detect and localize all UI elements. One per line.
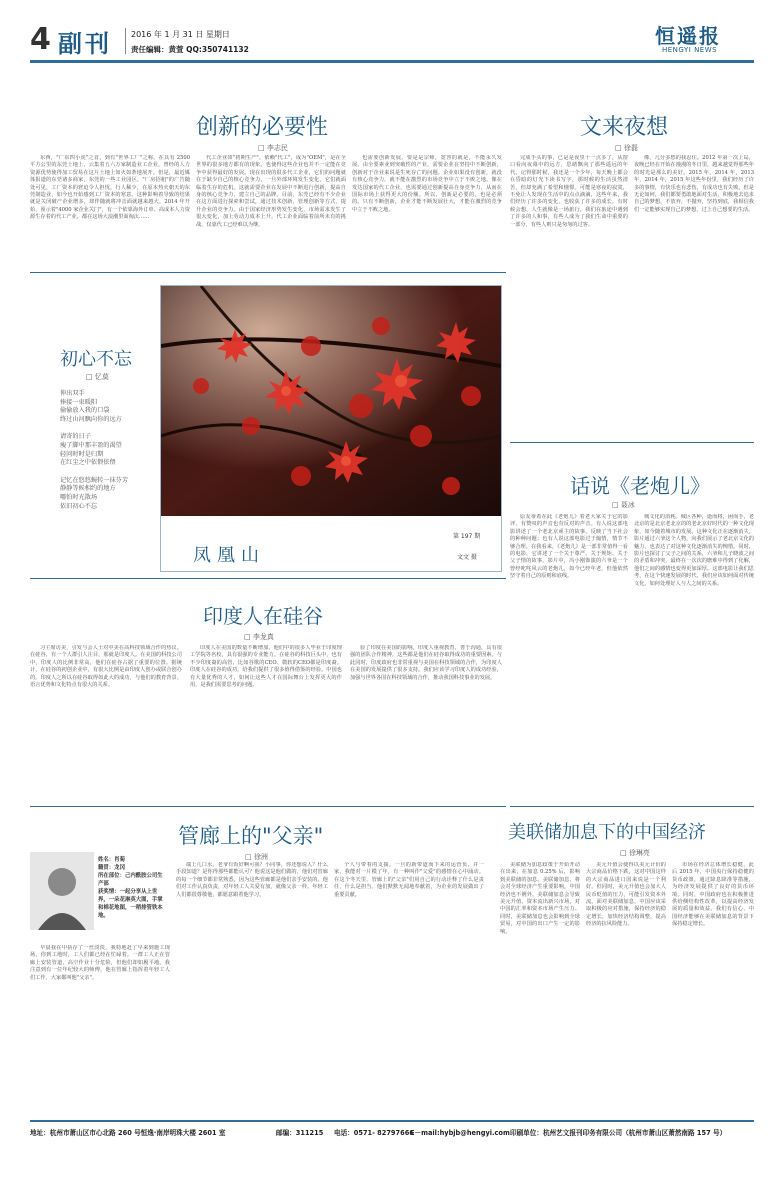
poem-line: 记忆在悠悠蜿转一抹芬芳: [60, 476, 129, 484]
footer-email[interactable]: E－mail:hybjb@hengyi.com: [410, 1129, 510, 1137]
article-body-chuangxin-3: 也需要创新发展。要是是宗师，宽容的就是，不能永久发展。由全要素业到突破性的产业，需要企业在坚持中不断创新，创新对于企业来说是生死存亡的问题。企业如果没有创新，就没有核心竞争力，就不能在激烈的市场竞争中立于不败之地。像在发达国家的代工企业，也需要通过创新提高自身竞争力，从而在国际市场上获得更大的份额。所以，创新是必要的，也是必须的。只有不断创新，企业才能不断发展壮大，才能在激烈的竞争中立于不败之地。: [352, 155, 502, 213]
header-rule: [30, 60, 754, 63]
profile-award: 获奖情：一起分享从上世界，一朵花淋英大图，手掌和棉花地图，一稍排管铁本地。: [98, 889, 163, 919]
portrait-photo: [30, 852, 94, 930]
article-body-meilian-3: 市场在经济总体增长稳健，此后 2015 年，中国央行保持稳健的货币政策，通过降息降准等措施，为经济发展提供了良好的货币环境。同时，中国政府也在积极推进供给侧结构性改革，以提高经济发展的质量和效益。我们有信心，中国经济能够在美联储加息的背景下保持稳定增长。: [672, 862, 754, 928]
article-body-guanglang-1: 早晨我在中执存了一丝淡淡，我特地赶了早来到施工现场，你到工地时，工人们都已经在忙碌着。一群工人正在管廊上安装管道，高空作业十分危险，但他们却如履平地。我注意到有一位年纪较大的师傅，他在管廊上指挥着年轻工人们工作，大家都叫他"父亲"。: [30, 945, 170, 981]
photo-caption: 凤凰山: [193, 545, 265, 566]
byline-yindu: □ 李龙真: [244, 633, 274, 641]
poem-line: 终过山河飘向你的远方: [60, 415, 122, 423]
rule-wenlai-bottom: [510, 442, 754, 443]
article-title-meilian: 美联储加息下的中国经济: [508, 822, 706, 843]
article-body-guanglang-3: 个人与带着的支援。一旦的新带道而下来的运营负，并一家，我能对一片模了年，有一种叫作"父爱"的感情在心中涌动。在这个冬天里，管廊上的"父亲"们用自己的行动诠释了什么是责任，什么是担当。他们默默无闻地奉献着，为企业的发展做出了重要贡献。: [334, 862, 484, 898]
poem-line: 请寄的日子: [60, 433, 91, 441]
rule-meilian-top: [510, 806, 754, 807]
article-body-wenlai-1: 完成手头的事，已是是夜里十一点多了，从窗口看向夜幕中的远方，思绪飘向了那些遥远的年代。记得那时候，我还是一个少年，每天晚上都会在昏暗的灯光下读书写字，那时候的生活虽然清苦，但却充满了希望和憧憬。可能是寒夜的寂寞，不免让人发现在生活中的点点滴滴，这些年来，我们经历了许多的变化，也收获了许多的成长。有时候会想，人生就像是一场旅行，我们在旅途中遇到了许多的人和事，有些人成为了我们生命中重要的一部分，有些人则只是匆匆的过客。: [510, 155, 628, 228]
photo-issue-number: 第 197 期: [453, 533, 481, 540]
article-body-laopao-1: 原友蒂希在此《老炮儿》着老大家关于它的影评，有赞叹的声音也有反对的声音。有人说这部电影讲述了一个老北京顽主的故事，反映了当下社会的种种问题；也有人说这部电影过于煽情，情节不够合理。在我看来，《老炮儿》是一部非常值得一看的电影，它讲述了一个关于尊严、关于规矩、关于父子情的故事。影片中，冯小刚饰演的六爷是一个曾经叱咤风云的老炮儿，如今已经年老，但他依然坚守着自己的原则和底线。: [510, 514, 628, 580]
byline-chuangxin: □ 李志民: [258, 144, 288, 152]
footer-address: 地址：杭州市萧山区市心北路 260 号恒逸·南岸明珠大楼 2601 室: [30, 1129, 226, 1137]
header-editor: 责任编辑：黄萱 QQ:350741132: [131, 45, 249, 54]
profile-origin: 籍贯：龙冈: [98, 865, 125, 871]
newspaper-logo: 恒遥报: [655, 24, 721, 48]
rule-chuangxin-bottom: [30, 272, 506, 273]
byline-wenlai: □ 徐磊: [615, 144, 638, 152]
photo-red-maple: [161, 286, 501, 516]
article-body-yindu-1: 习主席访美，引发与会人士对中美在高科技领域合作的热议。在硅谷，有一个人群引人注目，那就是印度人。在美国的科技公司中，印度人的比例非常高，他们在硅谷占据了重要的位置。据统计，在硅谷的初创企业中，有很大比例是由印度人创办或联合创办的。印度人之所以在硅谷取得如此大的成功，与他们的教育背景、语言优势和文化特点有很大的关系。: [30, 645, 182, 689]
article-title-laopao: 话说《老炮儿》: [570, 474, 710, 498]
footer-printer: 印刷单位：杭州艺文报刊印务有限公司（杭州市萧山区萧然南路 157 号）: [510, 1129, 727, 1137]
article-title-guanglang: 管廊上的"父亲": [178, 824, 324, 848]
photo-frame: [160, 285, 502, 572]
article-body-chuangxin-1: 东西，"广东四小虎"之首，到有"世界工厂"之称。在具有 2500 平方公里的东莞土地上，云集着五六万家制造业工企业，曾经的人力资源优势使得加工贸易在这片土地上如火如荼地展开。但是，最近媒体报道的东莞诸多商家，东莞的一些工业园区，"厂房招租"的广告随处可见，工厂资本的窘迫令人担忧，行人稀少，在原本热火朝天的东莞制造业，如今也开始感到工厂资本的寒意。这种影响着导致的结果就是关闭破产企业增多，却伴随就将冲击面就越来越大。2014 年开始，预示着"4000 家企业关门"，有一个依靠海外订单、高成本人力资源生存着的代工产业，都在这场大浪潮里面淘汰……: [30, 155, 190, 221]
article-title-wenlai: 文来夜想: [580, 115, 669, 140]
footer-rule: [30, 1120, 754, 1122]
rule-yindu-bottom: [30, 806, 506, 807]
article-body-chuangxin-2: 代工企业如"初期生产"，依赖"代工"，成为"OEM"，是在全世界的很多地方都有的现象。也使得这些企业也并不一定能在竞争中获得最好的发展。现在出现的很多代工企业，它们的问题就在于缺少自己的核心竞争力，一旦外部环境发生变化，它们就面临着生存的危机。这就需要企业在发展中不断进行创新，提高自身的核心竞争力，建立自己的品牌。目前，东莞已经有不少企业在这方面进行探索和尝试，通过技术创新、管理创新等方式，提升企业的竞争力。由于国家经济形势发生变化，市场需求发生了很大变化，加上劳动力成本上升，代工企业面临着前所未有的挑战，仅靠代工已经难以为继。: [196, 155, 346, 228]
poem-line: 瘦了脚中那丰盈的渴望: [60, 441, 122, 449]
header-divider: [125, 28, 126, 54]
article-body-yindu-2: 印度人在美国的数量不断增加，他们中的很多人毕业于印度理工学院等名校，具有很强的专业能力。在硅谷的科技巨头中，也有不少印度裔的高管，比如谷歌的CEO、微软的CEO都是印度裔。印度人在硅谷的成功，给我们提供了很多值得借鉴的经验。中国也有大量优秀的人才，如何让这些人才在国际舞台上发挥更大的作用，是我们需要思考的问题。: [190, 645, 342, 689]
article-title-chuangxin: 创新的必要性: [196, 115, 329, 140]
rule-yindu-top: [30, 578, 506, 579]
byline-laopao: □ 聂冰: [612, 501, 635, 509]
article-title-chuxin: 初心不忘: [60, 349, 132, 370]
poem-line: 伸出双手: [60, 390, 85, 397]
header-date: 2016 年 1 月 31 日 星期日: [131, 30, 230, 39]
poem-line: 静静等候相约的地方: [60, 485, 116, 493]
article-body-guanglang-2: 端上几口水，老爷有饭好啊可我？小同事，你还想说人？什么手段知道？是你得那些都能认可？他说这是他们做的，他们对管廊的每一个细节都非常熟悉，因为这些管廊都是他们亲手安装的。他们对工作认真负责，对年轻工人关爱有加，就像父亲一样。年轻工人们都很尊敬他，都愿意跟着他学习。: [176, 862, 328, 898]
poem-chuxin: [60, 390, 128, 511]
poem-line: 偷偷放入我的口袋: [60, 407, 110, 415]
article-body-yindu-3: 验了印度在美国的影响。印度人重视教育，善于沟通，具有很强的团队合作精神，这些都是他们在硅谷取得成功的重要因素。与此同时，印度政府也非常重视与美国在科技领域的合作，为印度人在美国的发展提供了很多支持。我们应该学习印度人的成功经验，加强与世界各国在科技领域的合作，推动我国科技事业的发展。: [350, 645, 502, 681]
article-body-laopao-2: 城文化的消耗。城区各种，逝而将，困而手，老北京的是北京老北京的的老北京好时代的一种文化现象，如今随着城市的发展，这种文化正在逐渐消失。影片通过六爷这个人物，向我们展示了老北京文化的魅力，也表达了对这种文化逐渐消失的惋惜。同时，影片也探讨了父子之间的关系，六爷和儿子晓波之间的矛盾和冲突，最终在一次次的磨难中得到了化解，他们之间的感情也变得更加深厚。这部电影让我们思考，在这个快速发展的时代，我们应该如何面对传统文化，如何处理好人与人之间的关系。: [634, 514, 754, 587]
poem-line: 依旧初心不忘: [60, 502, 98, 510]
photo-credit: 文文 摄: [457, 554, 477, 561]
footer-postcode: 邮编：311215: [276, 1129, 324, 1137]
profile-name: 姓名：肖菊: [98, 857, 125, 863]
byline-meilian: □ 徐琳亮: [620, 849, 650, 857]
newspaper-logo-en: HENGYI NEWS: [662, 46, 718, 54]
footer-phone: 电话：0571- 82797666: [334, 1129, 414, 1137]
profile-box: [98, 856, 164, 920]
byline-guanglang: □ 徐洲: [245, 853, 268, 861]
article-title-yindu: 印度人在硅谷: [203, 604, 323, 628]
poem-line: 在红尘之中依偎依偎: [60, 459, 116, 467]
poem-line: 哪怕时光散场: [60, 493, 98, 501]
article-body-wenlai-2: 像，几分多愁的我忍住。2012 年第一次上岛，夜晚已经在开始在漫漫的冬日里，越来越觉得那些年的时光是那么的美好。2015 年，2014 年，2013 年，2014 年，2015 年这些年份里，我们经历了许多的事情，有快乐也有悲伤，有成功也有失败。但是无论如何，我们都要勇敢地面对生活，积极地去追求自己的梦想。不放弃，不抛弃，坚持到底，我相信我们一定能够实现自己的梦想，过上自己想要的生活。: [634, 155, 754, 213]
page-number: 4: [30, 22, 51, 57]
article-body-meilian-1: 美联储为加息政策于开始开动在出来，在加息 0.25% 后，影响到美联储的加息。美联储加息，将会对全球经济产生重要影响，中国经济也不例外。美联储加息会导致美元升值，资本流出新兴市场，对中国的汇率和资本市场产生压力。同时，美联储加息也会影响到全球贸易，对中国的出口产生一定的影响。: [500, 862, 580, 935]
profile-dept: 所在部位：己内酰胺公司生产部: [98, 873, 163, 887]
poem-line: 捧接一束暖阳: [60, 398, 98, 406]
section-title: 副刊: [58, 30, 112, 58]
article-body-meilian-2: 美元升值会使得以美元计价的大宗商品价格下跌，这对中国这样的大宗商品进口国来说是一个利好。但同时，美元升值也会加大人民币贬值的压力，可能引发资本外流。面对美联储加息，中国应该采取积极的应对措施，保持经济的稳定增长，加快经济结构调整，提高经济的抗风险能力。: [586, 862, 666, 928]
byline-chuxin: □ 忆莫: [86, 373, 109, 381]
poem-line: 轻问时时是归期: [60, 450, 104, 458]
